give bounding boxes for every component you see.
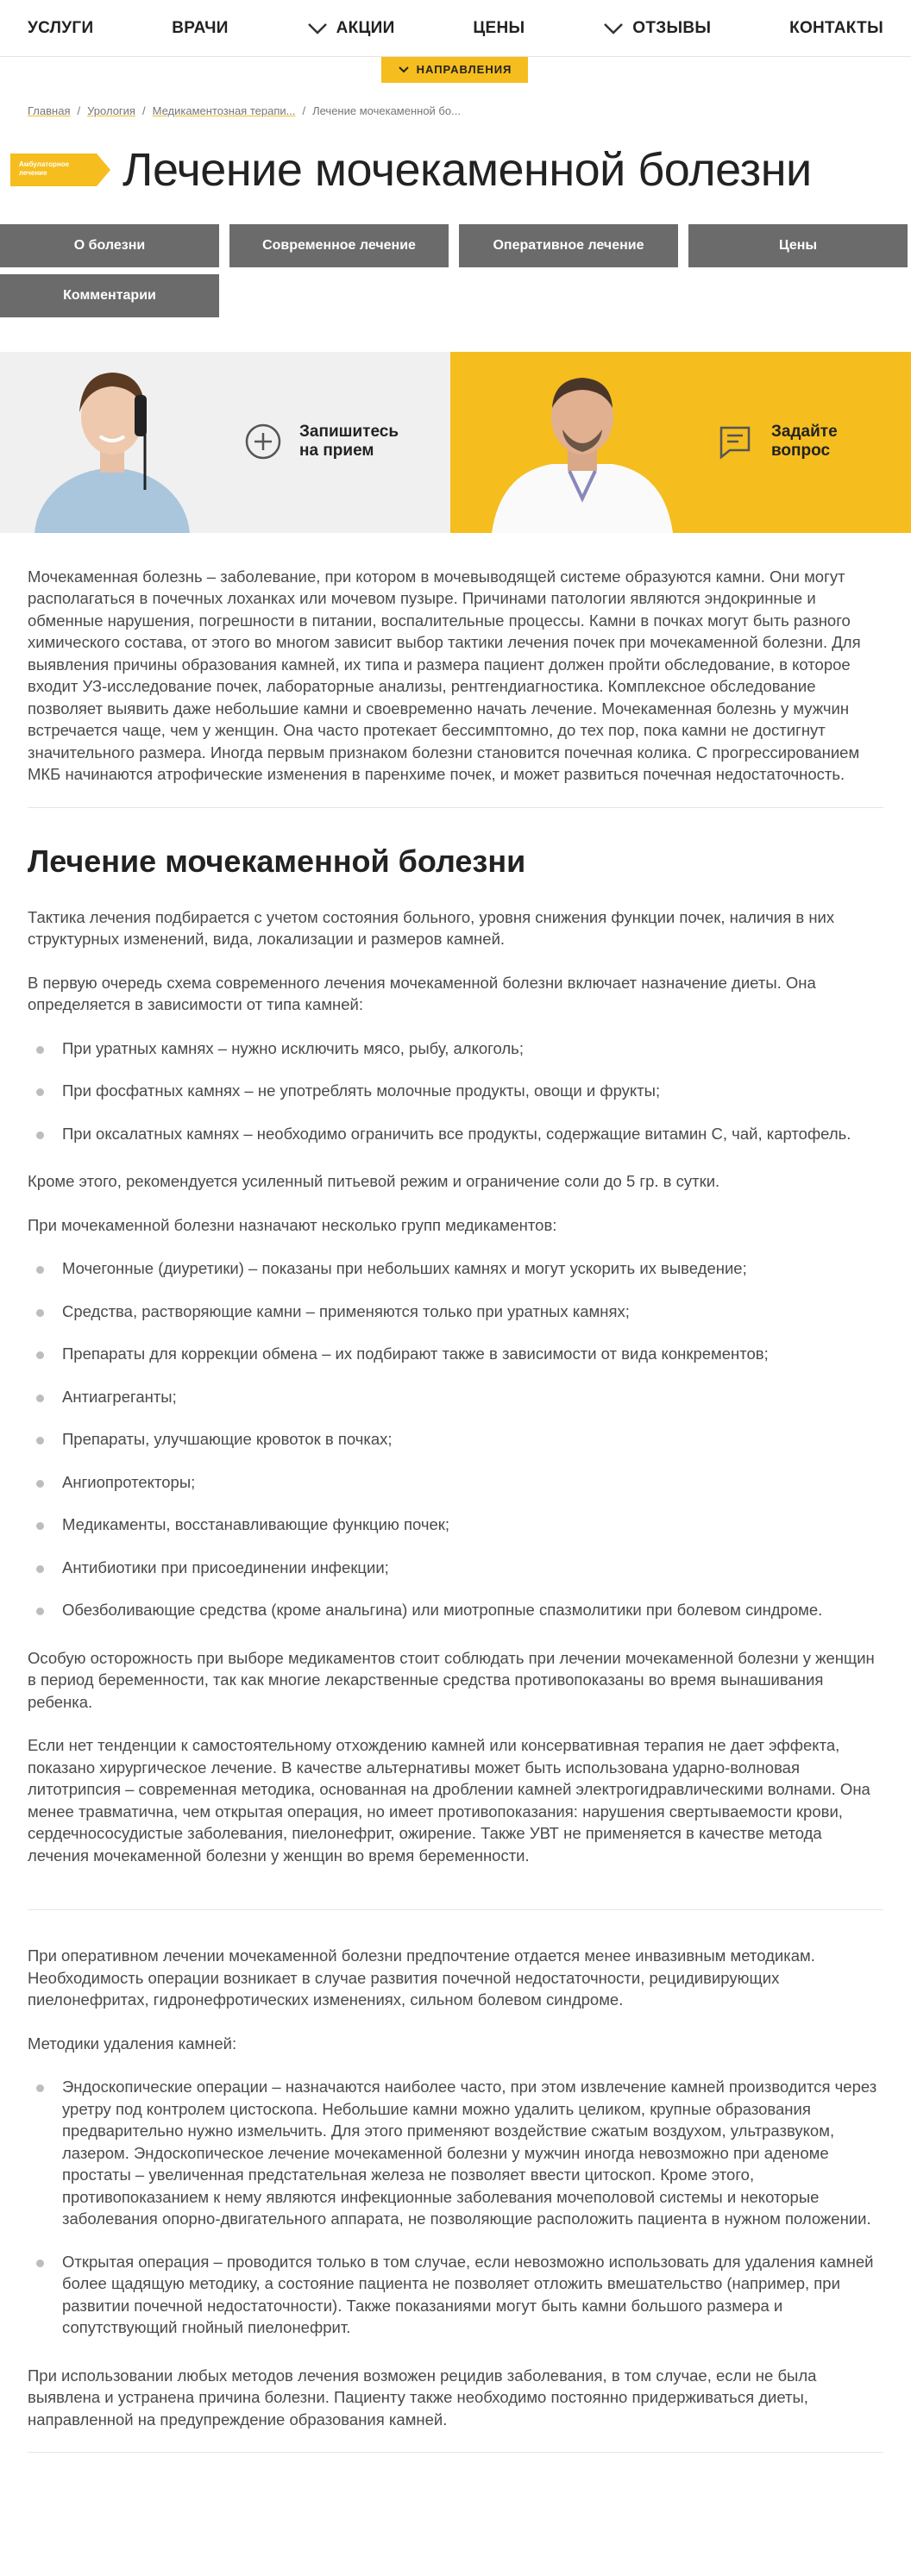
top-nav xyxy=(0,0,911,57)
list-item: Препараты для коррекции обмена – их подбирают также в зависимости от вида конкрементов; xyxy=(28,1343,883,1365)
paragraph: При использовании любых методов лечения возможен рецидив заболевания, в том случае, если не была выявлена и устранена причина болезни. Пациенту также необходимо постоянно придерживаться диеты, направленной на предупреждение образования камней. xyxy=(28,2366,817,2429)
list-item: При уратных камнях – нужно исключить мясо, рыбу, алкоголь; xyxy=(28,1037,883,1060)
paragraph: Тактика лечения подбирается с учетом состояния больного, уровня снижения функции почек, наличия в них структурных изменений, вида, локализации и размеров камней. xyxy=(28,907,835,948)
breadcrumb-sep: / xyxy=(77,104,81,117)
appointment-card[interactable] xyxy=(0,352,450,533)
paragraph: Кроме этого, рекомендуется усиленный питьевой режим и ограничение соли до 5 гр. в сутки. xyxy=(28,1172,720,1190)
tab-about[interactable]: О болезни xyxy=(0,224,219,267)
nav-label: ВРАЧИ xyxy=(172,18,229,37)
divider xyxy=(28,2452,883,2453)
question-link[interactable] xyxy=(716,423,858,461)
list-item: Медикаменты, восстанавливающие функцию почек; xyxy=(28,1514,883,1536)
chat-edit-icon xyxy=(716,423,754,461)
tab-surgical-treatment[interactable]: Оперативное лечение xyxy=(459,224,678,267)
question-card[interactable] xyxy=(450,352,911,533)
breadcrumb-urology[interactable]: Урология xyxy=(87,104,135,117)
chevron-down-icon xyxy=(398,66,410,74)
paragraph: Особую осторожность при выборе медикаментов стоит соблюдать при лечении мочекаменной болезни у женщин в период беременности, так как многие лекарственные средства противопоказаны во время вынашивания ребенка. xyxy=(28,1648,875,1711)
paragraph: Если нет тенденции к самостоятельному отхождению камней или консервативная терапия не дает эффекта, показано хирургическое лечение. В качестве альтернативы может быть использована ударно-волновая литотрипсия – современная методика, основанная на дроблении камней электрогидравлическими волнами. Она менее травматична, чем открытая операция, но имеет противопоказания: нарушения свертываемости крови, сердечнососудистые заболевания, пиелонефрит, ожирение. Также УВТ не применяется в качестве метода лечения мочекаменной болезни у женщин во время беременности. xyxy=(28,1736,870,1865)
nurse-photo xyxy=(35,360,190,533)
nav-label: КОНТАКТЫ xyxy=(789,18,883,37)
list-item: Мочегонные (диуретики) – показаны при небольших камнях и могут ускорить их выведение; xyxy=(28,1257,883,1280)
list-item: При фосфатных камнях – не употреблять молочные продукты, овощи и фрукты; xyxy=(28,1080,883,1102)
list-item: Антибиотики при присоединении инфекции; xyxy=(28,1557,883,1579)
breadcrumb-home[interactable]: Главная xyxy=(28,104,71,117)
nav-reviews[interactable] xyxy=(603,17,711,40)
paragraph: Методики удаления камней: xyxy=(28,2034,237,2053)
appointment-label: Запишитесь на прием xyxy=(299,422,399,460)
directions-button[interactable] xyxy=(381,57,528,83)
breadcrumb-current: Лечение мочекаменной бо... xyxy=(312,104,461,117)
medications-list xyxy=(28,1257,883,1621)
tab-prices[interactable]: Цены xyxy=(688,224,908,267)
nav-label: АКЦИИ xyxy=(336,18,395,37)
surgery-methods-list xyxy=(28,2076,883,2339)
directions-label: НАПРАВЛЕНИЯ xyxy=(416,63,512,77)
title-row xyxy=(0,138,911,202)
nav-label: ЦЕНЫ xyxy=(473,18,525,37)
doctor-photo xyxy=(492,360,673,533)
page-title: Лечение мочекаменной болезни xyxy=(123,143,812,196)
diet-list xyxy=(28,1037,883,1145)
question-label: Задайте вопрос xyxy=(771,422,838,460)
list-item: Ангиопротекторы; xyxy=(28,1471,883,1494)
section-tabs xyxy=(0,224,911,317)
paragraph: При мочекаменной болезни назначают несколько групп медикаментов: xyxy=(28,1215,557,1234)
outpatient-badge xyxy=(10,154,97,186)
treatment-heading: Лечение мочекаменной болезни xyxy=(28,843,526,879)
nav-services[interactable] xyxy=(28,17,93,40)
paragraph: При оперативном лечении мочекаменной болезни предпочтение отдается менее инвазивным методикам. Необходимость операции возникает в случае развития почечной недостаточности, рецидивирующих пиелонефритах, гидронефротических изменениях, сильном болевом синдроме. xyxy=(28,1946,815,2009)
nav-label: УСЛУГИ xyxy=(28,18,94,37)
chevron-down-icon xyxy=(603,22,624,35)
list-item: Препараты, улучшающие кровоток в почках; xyxy=(28,1428,883,1451)
list-item: Открытая операция – проводится только в том случае, если невозможно использовать для удаления камней более щадящую методику, а состояние пациента не позволяет отложить вмешательство (например, при развитии почечной недостаточности). Также показаниями могут быть камни большого размера и сопутствующий гнойный пиелонефрит. xyxy=(28,2251,883,2339)
nav-doctors[interactable] xyxy=(172,17,229,40)
list-item: Эндоскопические операции – назначаются наиболее часто, при этом извлечение камней производится через уретру под контролем цистоскопа. Небольшие камни можно удалить целиком, крупные образования предварительно нужно измельчить. Для этого применяют воздействие сжатым воздухом, ультразвуком, лазером. Эндоскопическое лечение мочекаменной болезни у мужчин иногда невозможно при аденоме простаты – увеличенная предстательная железа не позволяет ввести цитоскоп. Кроме этого, противопоказанием к нему являются инфекционные заболевания мочеполовой системы и некоторые заболевания опорно-двигательного аппарата, не позволяющие расположить пациента в нужном положении. xyxy=(28,2076,883,2230)
breadcrumb-sep: / xyxy=(141,104,146,117)
cta-banner xyxy=(0,352,911,533)
plus-circle-icon xyxy=(244,423,282,461)
tab-comments[interactable]: Комментарии xyxy=(0,274,219,317)
article xyxy=(0,533,911,2454)
list-item: При оксалатных камнях – необходимо ограничить все продукты, содержащие витамин С, чай, картофель. xyxy=(28,1123,883,1145)
list-item: Обезболивающие средства (кроме анальгина) или миотропные спазмолитики при болевом синдроме. xyxy=(28,1599,883,1621)
list-item: Средства, растворяющие камни – применяются только при уратных камнях; xyxy=(28,1301,883,1323)
nav-contacts[interactable] xyxy=(789,17,883,40)
breadcrumb xyxy=(0,100,911,122)
nav-promotions[interactable] xyxy=(307,17,395,40)
list-item: Антиагреганты; xyxy=(28,1386,883,1408)
tab-modern-treatment[interactable]: Современное лечение xyxy=(229,224,449,267)
breadcrumb-sep: / xyxy=(302,104,306,117)
intro-paragraph: Мочекаменная болезнь – заболевание, при котором в мочевыводящей системе образуются камни. Они могут располагаться в почечных лоханках или мочевом пузыре. Причинами патологии являются эндокринные и обменные нарушения, погрешности в питании, воспалительные процессы. Камни в почках могут быть разного химического состава, от этого во многом зависит выбор тактики лечения почек при мочекаменной болезни. Для выявления причины образования камней, их типа и размера пациент должен пройти обследование, в которое входит УЗ-исследование почек, лабораторные анализы, рентгендиагностика. Комплексное обследование позволяет выявить даже небольшие камни и своевременно начать лечение. Мочекаменная болезнь у мужчин встречается чаще, чем у женщин. Она часто протекает бессимптомно, до тех пор, пока камни не достигнут значительного размера. Иногда первым признаком болезни становится почечная колика. С прогрессированием МКБ начинаются атрофические изменения в паренхиме почек, и может развиться почечная недостаточность. xyxy=(28,567,861,783)
nav-prices[interactable] xyxy=(473,17,525,40)
divider xyxy=(28,807,883,808)
paragraph: В первую очередь схема современного лечения мочекаменной болезни включает назначение диеты. Она определяется в зависимости от типа камней: xyxy=(28,973,816,1013)
chevron-down-icon xyxy=(307,22,328,35)
divider xyxy=(28,1909,883,1910)
appointment-link[interactable] xyxy=(244,423,412,461)
badge-label: Амбулаторное лечение xyxy=(19,160,70,177)
nav-label: ОТЗЫВЫ xyxy=(632,18,712,37)
breadcrumb-therapy[interactable]: Медикаментозная терапи... xyxy=(152,104,296,117)
